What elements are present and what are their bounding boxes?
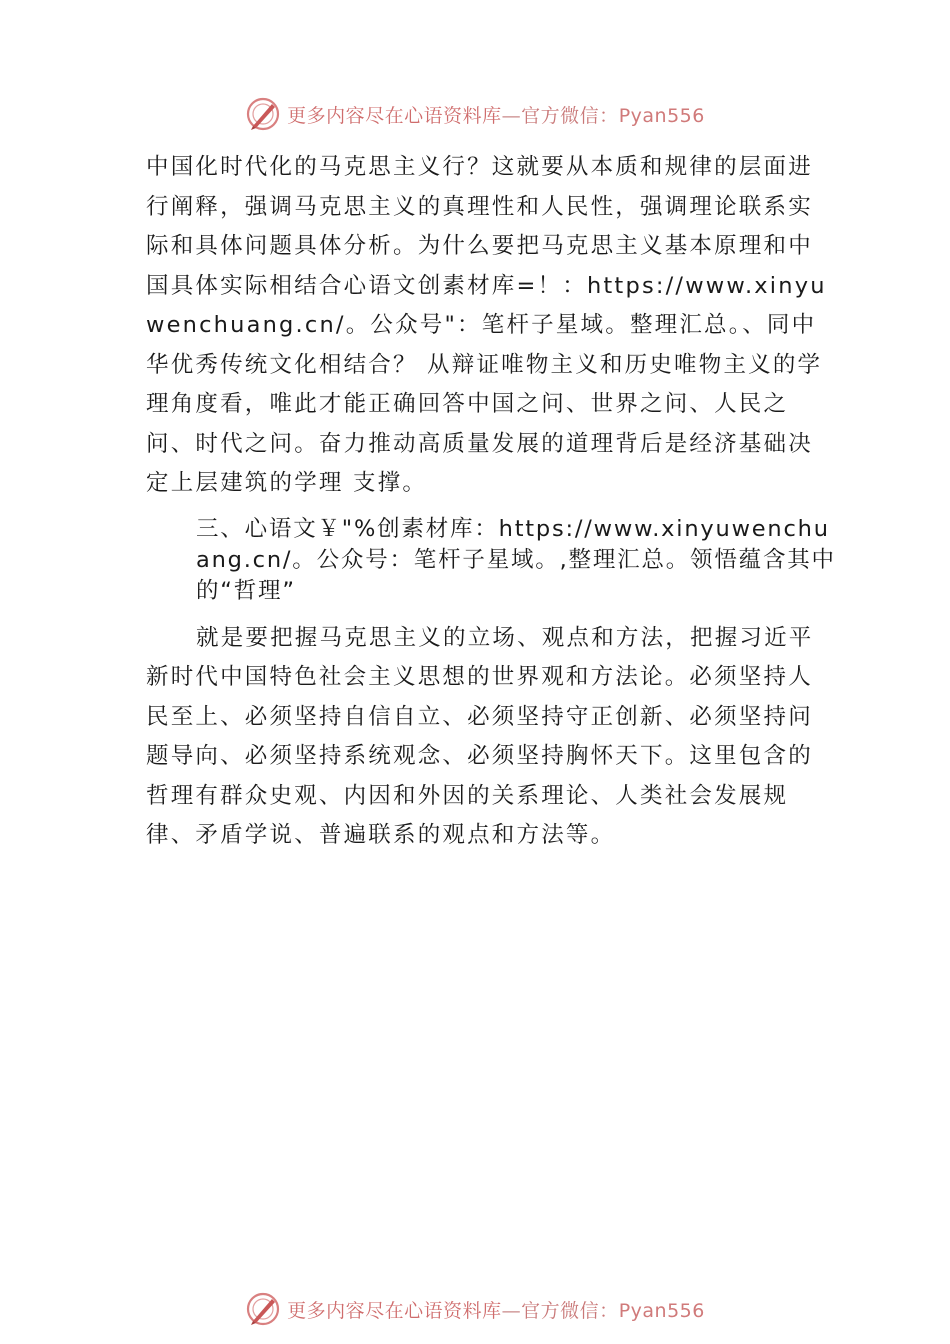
watermark-wechat-id: Pyan556 [618,1299,705,1322]
pen-logo-icon [245,1291,281,1327]
watermark-header [0,94,950,134]
document-body [146,148,836,856]
watermark-wechat-label: 官方微信： [521,104,619,127]
paragraph-2: 就是要把握马克思主义的立场、观点和方法，把握习近平新时代中国特色社会主义思想的世界观和方法论。必须坚持人民至上、必须坚持自信自立、必须坚持守正创新、必须坚持问题导向、必须坚持系统观念、必须坚持胸怀天下。这里包含的哲理有群众史观、内因和外因的关系理论、人类社会发展规律、矛盾学说、普遍联系的观点和方法等。 [146,624,814,848]
section-heading: 三、心语文￥"%创素材库：https://www.xinyuwenchuang.cn/。公众号：笔杆子星域。,整理汇总。领悟蕴含其中的“哲理” [196,515,836,604]
watermark-wechat-id: Pyan556 [618,104,705,127]
watermark-wechat-label: 官方微信： [521,1299,619,1322]
paragraph-1: 中国化时代化的马克思主义行？这就要从本质和规律的层面进行阐释，强调马克思主义的真理性和人民性，强调理论联系实际和具体问题具体分析。为什么要把马克思主义基本原理和中国具体实际相结合心语文创素材库=！：https://www.xinyuwenchuang.cn/。公众号"：笔杆子星域。整理汇总。、同中华优秀传统文化相结合？ 从辩证唯物主义和历史唯物主义的学理角度看，唯此才能正确回答中国之问、世界之问、人民之问、时代之问。奋力推动高质量发展的道理背后是经济基础决定上层建筑的学理 支撑。 [146,154,827,496]
watermark-site-text: 更多内容尽在心语资料库 [287,104,502,127]
watermark-dash: — [501,1299,522,1322]
watermark-dash: — [501,104,522,127]
watermark-footer [0,1289,950,1329]
watermark-text [287,1296,705,1323]
watermark-site-text: 更多内容尽在心语资料库 [287,1299,502,1322]
pen-logo-icon [245,96,281,132]
watermark-text [287,101,705,128]
